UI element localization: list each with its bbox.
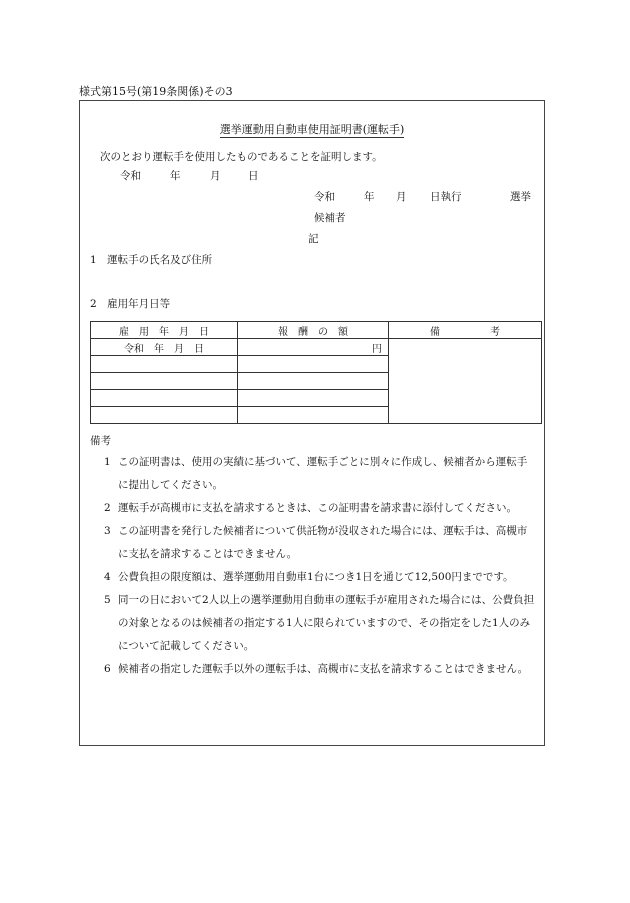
cell-remarks [389, 339, 542, 424]
ki-label: 記 [308, 233, 319, 245]
note-number: 4 [104, 571, 111, 583]
certificate-frame [79, 100, 545, 746]
era-label: 令和 [120, 170, 141, 182]
cell-amount [238, 407, 389, 424]
cell-amount [238, 390, 389, 407]
election-date [314, 189, 462, 204]
cell-date [91, 407, 238, 424]
header-employment-date: 雇 用 年 月 日 [91, 322, 238, 339]
day-label: 日 [248, 170, 259, 182]
election-label: 選挙 [510, 191, 531, 203]
note-item [90, 658, 536, 681]
note-text: 同一の日において2人以上の選挙運動用自動車の運転手が雇用された場合には、公費負担の対象となるのは候補者の指定する1人に限られていますので、その指定をした1人のみについて記載してください。 [118, 594, 535, 652]
note-text: 公費負担の限度額は、選挙運動用自動車1台につき1日を通じて12,500円までです。 [118, 571, 514, 583]
notes-list [90, 451, 536, 681]
note-text: 候補者の指定した運転手以外の運転手は、高槻市に支払を請求することはできません。 [118, 663, 529, 675]
header-remarks: 備 考 [389, 322, 542, 339]
note-number: 6 [104, 663, 111, 675]
note-number: 3 [104, 525, 111, 537]
form-number-label: 様式第15号(第19条関係)その3 [79, 85, 233, 98]
note-item [90, 566, 536, 589]
cell-date [91, 356, 238, 373]
note-item [90, 497, 536, 520]
month-label: 月 [210, 170, 221, 182]
candidate-label: 候補者 [314, 212, 346, 224]
section-employment: 2 雇用年月日等 [90, 298, 171, 310]
employment-table [90, 321, 542, 424]
note-text: この証明書を発行した候補者について供託物が没収された場合には、運転手は、高槻市に支払を請求することはできません。 [118, 525, 528, 560]
cell-date: 令和 年 月 日 [91, 339, 238, 356]
era-label: 令和 [314, 191, 335, 203]
header-remuneration: 報 酬 の 額 [238, 322, 389, 339]
year-label: 年 [364, 191, 375, 203]
cell-date [91, 373, 238, 390]
note-item [90, 451, 536, 497]
year-label: 年 [170, 170, 181, 182]
notes-title: 備考 [90, 435, 111, 447]
note-item [90, 589, 536, 658]
issue-date [120, 168, 259, 183]
note-text: この証明書は、使用の実績に基づいて、運転手ごとに別々に作成し、候補者から運転手に提出してください。 [118, 456, 528, 491]
section-driver-info: 1 運転手の氏名及び住所 [90, 254, 213, 266]
note-text: 運転手が高槻市に支払を請求するときは、この証明書を請求書に添付してください。 [118, 502, 517, 514]
month-label: 月 [396, 191, 407, 203]
day-exec-label: 日執行 [430, 191, 462, 203]
intro-text: 次のとおり運転手を使用したものであることを証明します。 [100, 151, 383, 163]
cell-amount [238, 373, 389, 390]
cell-amount [238, 356, 389, 373]
note-number: 5 [104, 594, 111, 606]
note-number: 2 [104, 502, 111, 514]
note-item [90, 520, 536, 566]
note-number: 1 [104, 456, 111, 468]
cell-amount: 円 [238, 339, 389, 356]
cell-date [91, 390, 238, 407]
document-title: 選挙運動用自動車使用証明書(運転手) [219, 123, 405, 136]
